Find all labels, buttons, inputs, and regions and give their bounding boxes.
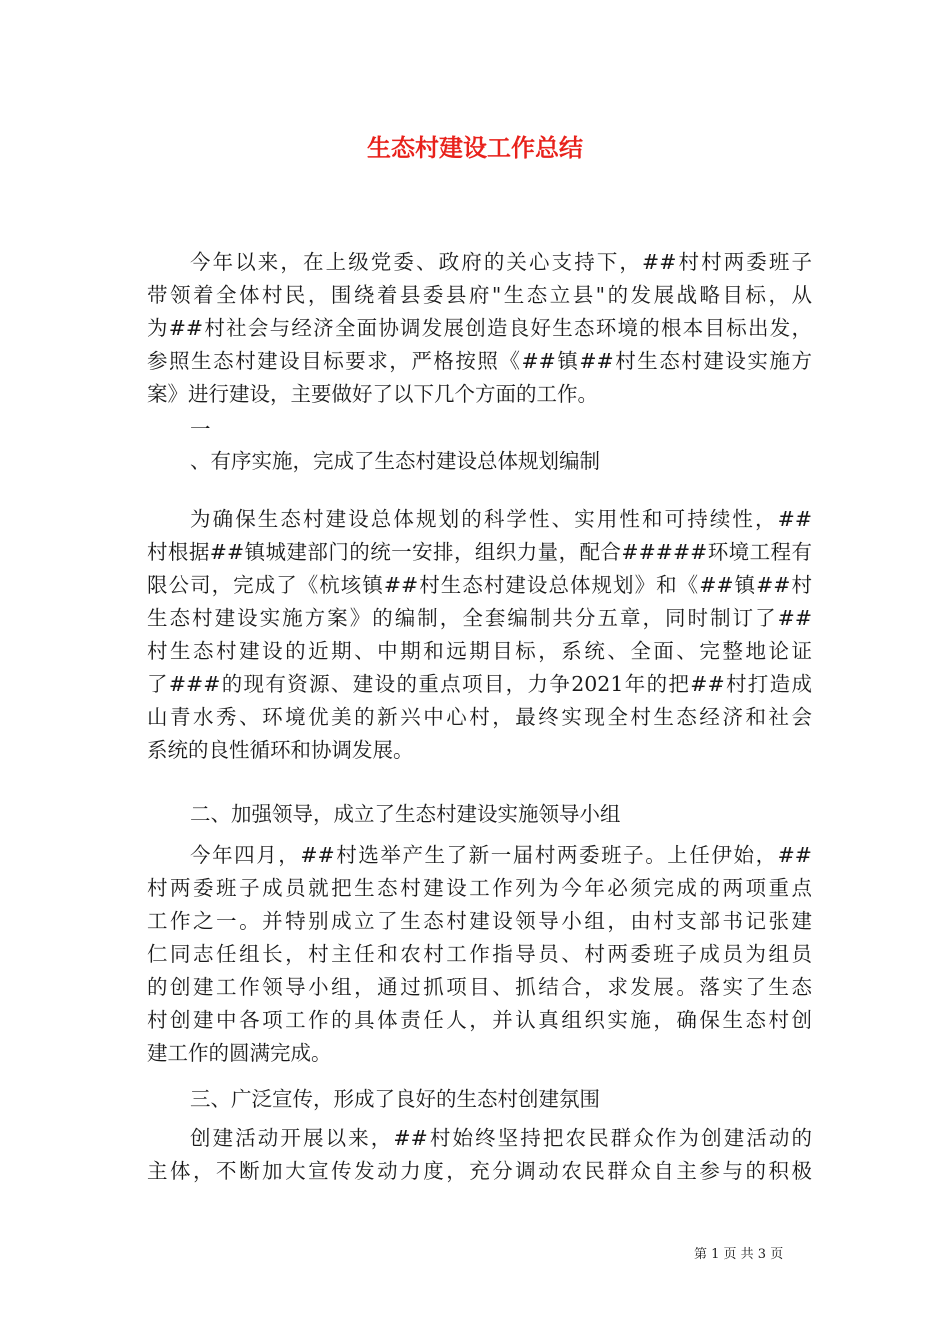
text-line: 一	[190, 417, 211, 441]
text-line: 带领着全体村民，围绕着县委县府"生态立县"的发展战略目标，从	[147, 283, 812, 307]
text-line: 仁同志任组长，村主任和农村工作指导员、村两委班子成员为组员	[147, 942, 812, 966]
text-line: 村生态村建设的近期、中期和远期目标，系统、全面、完整地论证	[147, 639, 812, 663]
text-line: 三、广泛宣传，形成了良好的生态村创建氛围	[190, 1087, 600, 1111]
text-line: 村两委班子成员就把生态村建设工作列为今年必须完成的两项重点	[147, 876, 812, 900]
text-line: 建工作的圆满完成。	[147, 1041, 332, 1065]
text-line: 二、加强领导，成立了生态村建设实施领导小组	[190, 802, 621, 826]
text-line: 案》进行建设，主要做好了以下几个方面的工作。	[147, 382, 598, 406]
text-line: 工作之一。并特别成立了生态村建设领导小组，由村支部书记张建	[147, 909, 812, 933]
text-line: 村根据##镇城建部门的统一安排，组织力量，配合#####环境工程有	[147, 540, 812, 564]
text-line: 的创建工作领导小组，通过抓项目、抓结合，求发展。落实了生态	[147, 975, 812, 999]
document-title: 生态村建设工作总结	[367, 133, 583, 162]
text-line: 为##村社会与经济全面协调发展创造良好生态环境的根本目标出发，	[147, 316, 812, 340]
text-line: 参照生态村建设目标要求，严格按照《##镇##村生态村建设实施方	[147, 349, 812, 373]
page-footer: 第 1 页 共 3 页	[694, 1247, 784, 1262]
text-line: 生态村建设实施方案》的编制，全套编制共分五章，同时制订了##	[147, 606, 812, 630]
text-line: 为确保生态村建设总体规划的科学性、实用性和可持续性，##	[190, 507, 812, 531]
text-line: 限公司，完成了《杭垓镇##村生态村建设总体规划》和《##镇##村	[147, 573, 812, 597]
text-line: 今年以来，在上级党委、政府的关心支持下，##村村两委班子	[190, 250, 812, 274]
text-line: 今年四月，##村选举产生了新一届村两委班子。上任伊始，##	[190, 843, 812, 867]
text-line: 主体，不断加大宣传发动力度，充分调动农民群众自主参与的积极	[147, 1159, 812, 1183]
text-line: 了###的现有资源、建设的重点项目，力争2021年的把##村打造成	[147, 672, 812, 696]
text-line: 系统的良性循环和协调发展。	[147, 738, 414, 762]
text-line: 创建活动开展以来，##村始终坚持把农民群众作为创建活动的	[190, 1126, 812, 1150]
text-line: 山青水秀、环境优美的新兴中心村，最终实现全村生态经济和社会	[147, 705, 812, 729]
text-line: 、有序实施，完成了生态村建设总体规划编制	[190, 449, 600, 473]
text-line: 村创建中各项工作的具体责任人，并认真组织实施，确保生态村创	[147, 1008, 812, 1032]
